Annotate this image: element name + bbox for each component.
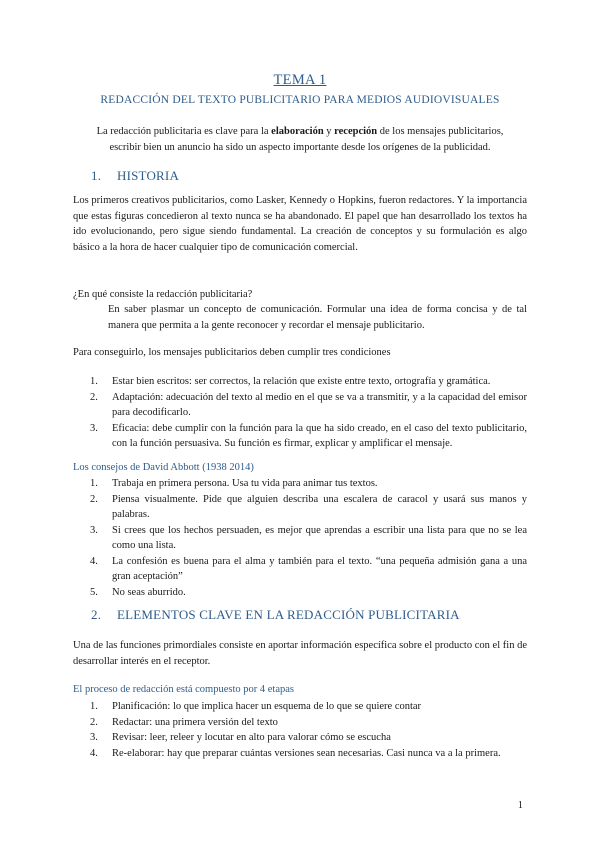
conditions-intro: Para conseguirlo, los mensajes publicitarios deben cumplir tres condiciones [73,347,391,358]
process-steps-list [90,699,527,761]
abbott-heading: Los consejos de David Abbott (1938 2014) [73,462,254,473]
list-item: 4. La confesión es buena para el alma y también para el texto. “una pequeña admisión gana a una gran aceptación” [90,555,527,582]
list-item: 1. Planificación: lo que implica hacer un esquema de lo que se quiere contar [90,701,422,712]
section-heading-elementos [91,607,460,623]
intro-text-2: y [323,126,335,137]
answer-text: En saber plasmar un concepto de comunicación. Formular una idea de forma concisa y de tal manera que permita a la gente reconocer y recordar el mensaje publicitario. [108,304,527,331]
historia-paragraph: Los primeros creativos publicitarios, como Lasker, Kennedy o Hopkins, fueron redactores. Y la importancia que estas figuras concedieron al texto nunca se ha abandonado. El papel que han desarrollado los textos ha ido evolucionando, pero sigue siendo fundamental. La creación de conceptos y su formulación es algo básico a la hora de hacer cualquier tipo de comunicación comercial. [73,195,527,253]
list-item: 1. Estar bien escritos: ser correctos, la relación que existe entre texto, ortografía y gramática. [90,376,491,387]
section-number: 1. [91,168,102,183]
intro-paragraph [80,124,520,156]
page-title: TEMA 1 [273,72,327,88]
section-number: 2. [91,607,102,622]
page-number: 1 [517,800,523,811]
list-item: 2. Adaptación: adecuación del texto al medio en el que se va a transmitir, y a la capacidad del emisor para decodificarlo. [90,391,527,418]
abbott-list [90,476,527,600]
elementos-paragraph: Una de las funciones primordiales consiste en aportar información específica sobre el producto con el fin de desarrollar interés en el receptor. [73,640,527,667]
list-item: 3. Revisar: leer, releer y locutar en alto para valorar cómo se escucha [90,732,391,743]
section-title: HISTORIA [117,168,180,183]
list-item: 2. Redactar: una primera versión del texto [90,716,278,728]
intro-text-3: de los mensajes publicitarios, escribir bien un anuncio ha sido un aspecto importante desde los orígenes de la publicidad. [109,126,504,153]
section-title: ELEMENTOS CLAVE EN LA REDACCIÓN PUBLICITARIA [117,607,460,622]
intro-bold-elaboracion: elaboración [271,126,324,137]
question-text: ¿En qué consiste la redacción publicitaria? [73,289,253,300]
intro-text-1: La redacción publicitaria es clave para la [96,126,272,137]
list-item: 2. Piensa visualmente. Pide que alguien describa una escalera de caracol y usará sus manos y palabras. [90,493,527,520]
list-item: 1. Trabaja en primera persona. Usa tu vida para animar tus textos. [90,478,378,489]
list-item: 4. Re-elaborar: hay que preparar cuántas versiones sean necesarias. Casi nunca va a la primera. [90,747,501,759]
list-item: 5. No seas aburrido. [90,586,186,598]
process-heading: El proceso de redacción está compuesto por 4 etapas [73,684,294,695]
page-subtitle: REDACCIÓN DEL TEXTO PUBLICITARIO PARA MEDIOS AUDIOVISUALES [100,94,500,106]
section-heading-historia [91,168,179,184]
list-item: 3. Eficacia: debe cumplir con la función para la que ha sido creado, en el caso del texto publicitario, con la función persuasiva. Su función es firmar, explicar y amplificar el mensaje. [90,422,527,449]
conditions-list [90,374,527,452]
intro-bold-recepcion: recepción [334,126,378,137]
list-item: 3. Si crees que los hechos persuaden, es mejor que aprendas a escribir una lista para que no se lea como una lista. [90,524,527,551]
